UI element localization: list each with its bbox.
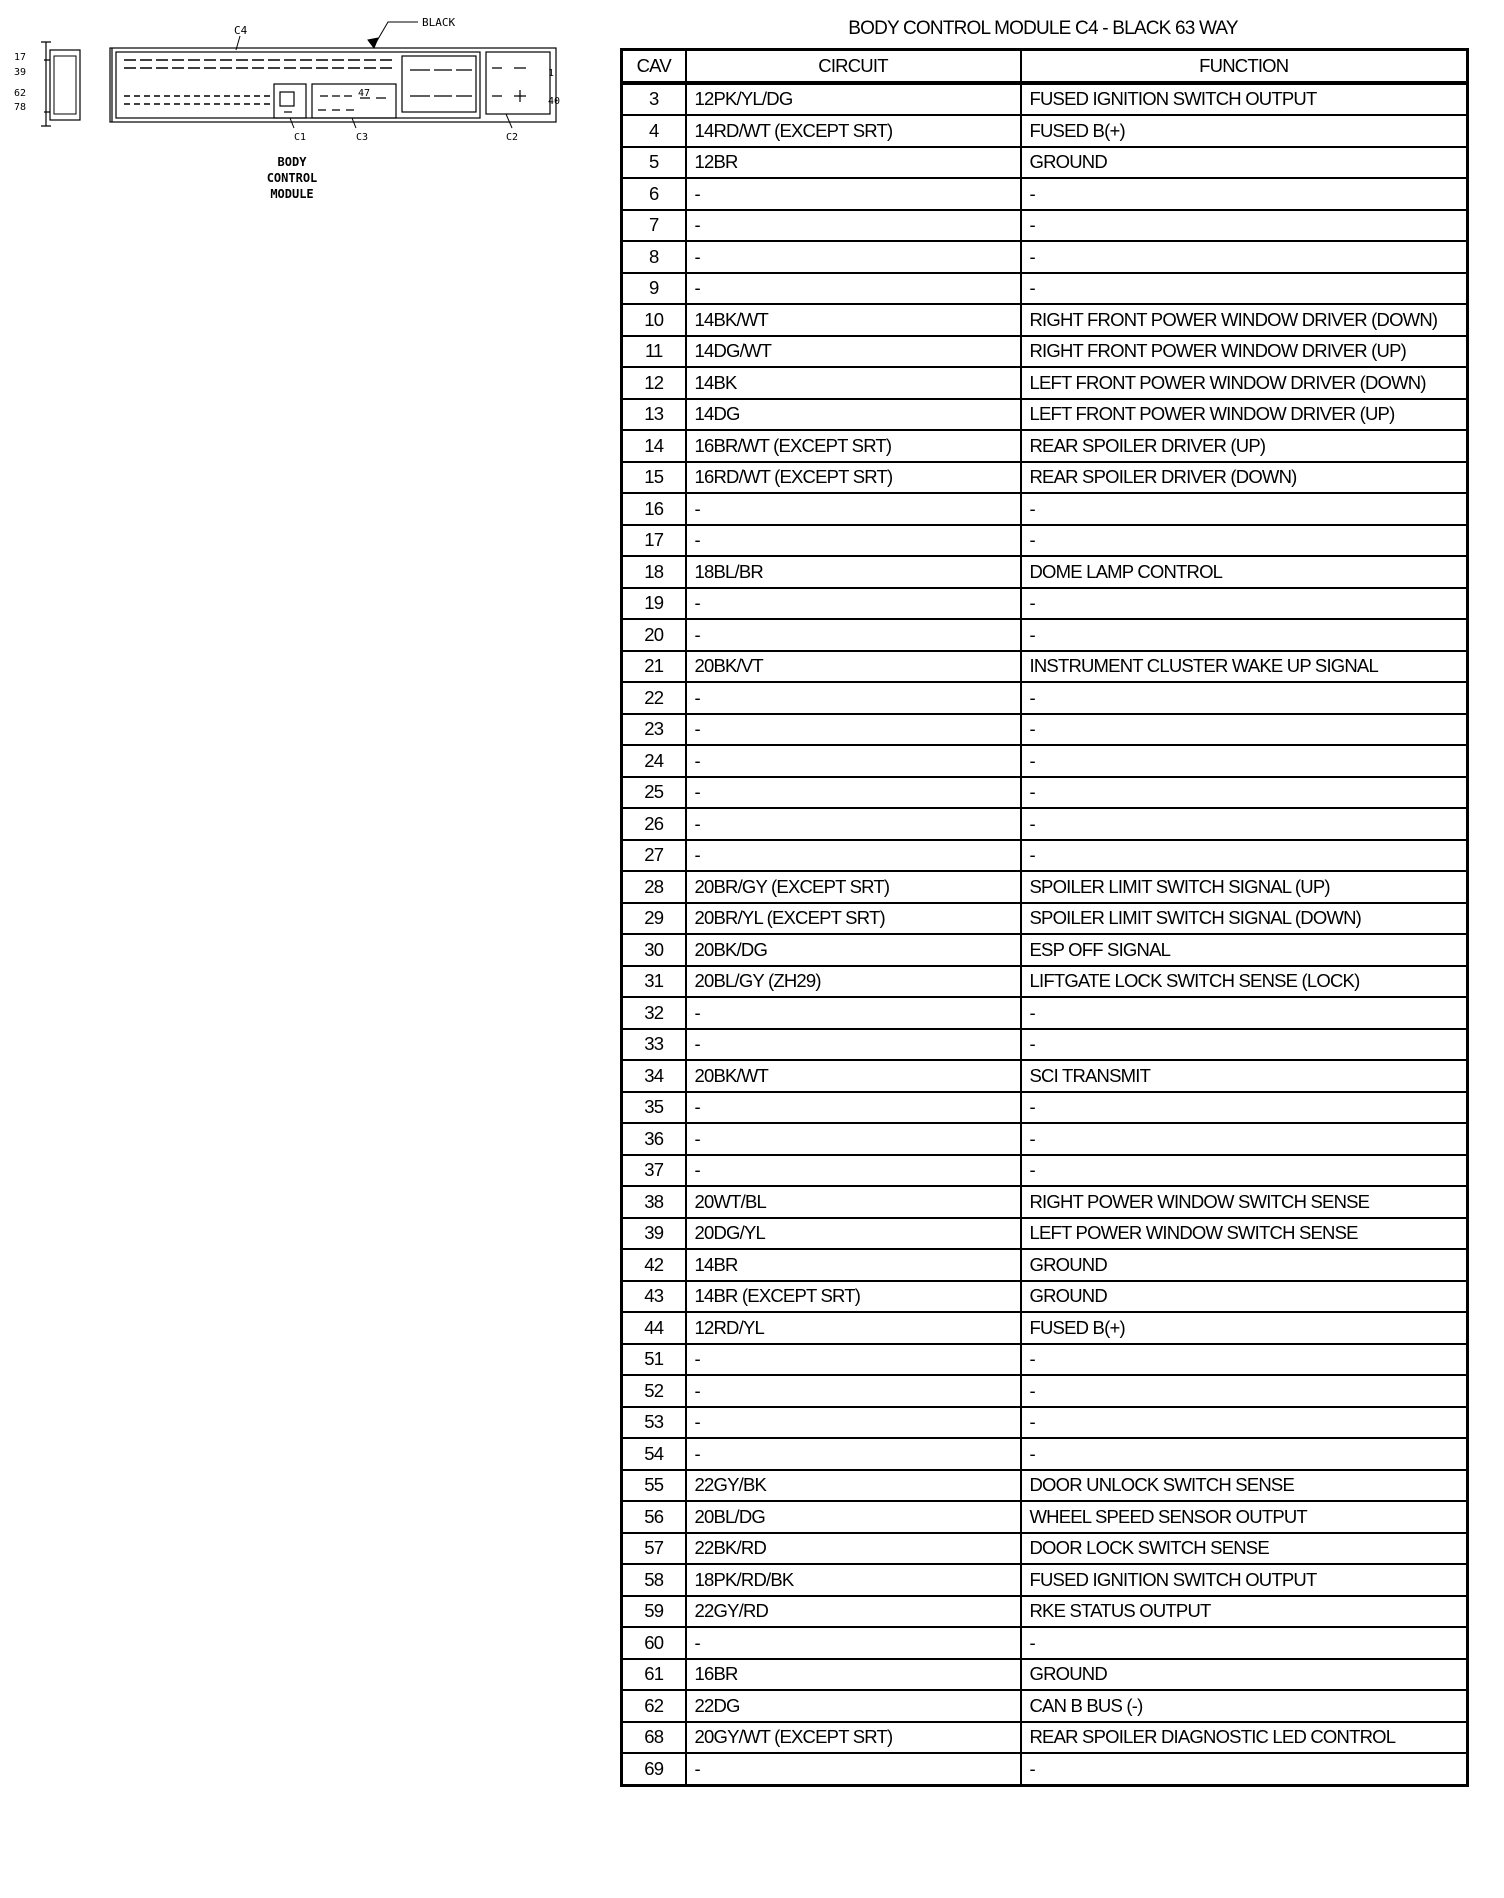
circuit-cell: 18BL/BR <box>686 556 1021 588</box>
cav-cell: 42 <box>622 1249 686 1281</box>
circuit-cell: - <box>686 714 1021 746</box>
function-cell: LIFTGATE LOCK SWITCH SENSE (LOCK) <box>1021 966 1468 998</box>
cav-cell: 56 <box>622 1501 686 1533</box>
table-row <box>622 1564 1468 1596</box>
cav-cell: 7 <box>622 210 686 242</box>
circuit-cell: 14DG/WT <box>686 336 1021 368</box>
function-cell: RIGHT FRONT POWER WINDOW DRIVER (DOWN) <box>1021 304 1468 336</box>
function-cell: GROUND <box>1021 1249 1468 1281</box>
function-cell: FUSED IGNITION SWITCH OUTPUT <box>1021 83 1468 116</box>
circuit-cell: - <box>686 1344 1021 1376</box>
circuit-cell: - <box>686 808 1021 840</box>
function-cell: - <box>1021 525 1468 557</box>
table-row <box>622 1438 1468 1470</box>
table-row <box>622 1501 1468 1533</box>
cav-cell: 11 <box>622 336 686 368</box>
function-cell: - <box>1021 1753 1468 1785</box>
label-black: BLACK <box>422 16 456 29</box>
cav-cell: 22 <box>622 682 686 714</box>
cav-cell: 55 <box>622 1470 686 1502</box>
c4-lower-pin-row <box>124 96 270 104</box>
function-cell: - <box>1021 1627 1468 1659</box>
cav-cell: 20 <box>622 619 686 651</box>
circuit-cell: 20BK/DG <box>686 934 1021 966</box>
pinout-table <box>620 48 1469 1787</box>
circuit-cell: 20WT/BL <box>686 1186 1021 1218</box>
cav-cell: 57 <box>622 1533 686 1565</box>
cav-cell: 54 <box>622 1438 686 1470</box>
circuit-cell: - <box>686 1123 1021 1155</box>
circuit-cell: 20BR/YL (EXCEPT SRT) <box>686 903 1021 935</box>
function-cell: GROUND <box>1021 1659 1468 1691</box>
cav-cell: 16 <box>622 493 686 525</box>
label-c1: C1 <box>294 132 307 143</box>
circuit-cell: - <box>686 745 1021 777</box>
table-row <box>622 1155 1468 1187</box>
circuit-cell: - <box>686 619 1021 651</box>
cav-cell: 53 <box>622 1407 686 1439</box>
function-cell: SCI TRANSMIT <box>1021 1060 1468 1092</box>
table-row <box>622 1596 1468 1628</box>
cav-cell: 15 <box>622 462 686 494</box>
table-row <box>622 493 1468 525</box>
circuit-cell: 14BK <box>686 367 1021 399</box>
cav-cell: 39 <box>622 1218 686 1250</box>
circuit-cell: 20BL/GY (ZH29) <box>686 966 1021 998</box>
cav-cell: 69 <box>622 1753 686 1785</box>
cav-cell: 52 <box>622 1375 686 1407</box>
table-row <box>622 871 1468 903</box>
cav-cell: 8 <box>622 241 686 273</box>
function-cell: - <box>1021 210 1468 242</box>
table-row <box>622 462 1468 494</box>
function-cell: RKE STATUS OUTPUT <box>1021 1596 1468 1628</box>
circuit-cell: - <box>686 525 1021 557</box>
c2-connector <box>486 52 550 114</box>
pin-label-40: 40 <box>548 96 561 107</box>
table-row <box>622 178 1468 210</box>
pin-label-39: 39 <box>14 67 27 78</box>
table-row <box>622 588 1468 620</box>
function-cell: - <box>1021 745 1468 777</box>
circuit-cell: - <box>686 241 1021 273</box>
pin-label-78: 78 <box>14 102 27 113</box>
table-body <box>622 83 1468 1786</box>
table-row <box>622 1029 1468 1061</box>
function-cell: - <box>1021 1092 1468 1124</box>
function-cell: - <box>1021 178 1468 210</box>
function-cell: DOME LAMP CONTROL <box>1021 556 1468 588</box>
table-row <box>622 619 1468 651</box>
black-leader <box>374 22 418 46</box>
cav-cell: 43 <box>622 1281 686 1313</box>
table-row <box>622 1722 1468 1754</box>
table-row <box>622 651 1468 683</box>
cav-cell: 59 <box>622 1596 686 1628</box>
table-row <box>622 336 1468 368</box>
function-cell: - <box>1021 241 1468 273</box>
table-row <box>622 556 1468 588</box>
function-cell: - <box>1021 1438 1468 1470</box>
table-row <box>622 1344 1468 1376</box>
header-row <box>622 50 1468 83</box>
circuit-cell: - <box>686 273 1021 305</box>
table-row <box>622 997 1468 1029</box>
cav-cell: 38 <box>622 1186 686 1218</box>
function-cell: - <box>1021 1344 1468 1376</box>
cav-cell: 21 <box>622 651 686 683</box>
function-cell: ESP OFF SIGNAL <box>1021 934 1468 966</box>
label-c4: C4 <box>234 24 248 37</box>
cav-cell: 58 <box>622 1564 686 1596</box>
circuit-cell: - <box>686 1753 1021 1785</box>
circuit-cell: 22GY/BK <box>686 1470 1021 1502</box>
table-row <box>622 966 1468 998</box>
function-cell: DOOR LOCK SWITCH SENSE <box>1021 1533 1468 1565</box>
cav-cell: 33 <box>622 1029 686 1061</box>
module-label-line2: CONTROL <box>266 171 318 185</box>
circuit-cell: 16RD/WT (EXCEPT SRT) <box>686 462 1021 494</box>
label-c3: C3 <box>356 132 369 143</box>
function-cell: - <box>1021 808 1468 840</box>
circuit-cell: - <box>686 493 1021 525</box>
table-row <box>622 399 1468 431</box>
cav-cell: 35 <box>622 1092 686 1124</box>
cav-cell: 3 <box>622 83 686 116</box>
circuit-cell: - <box>686 1155 1021 1187</box>
function-cell: LEFT FRONT POWER WINDOW DRIVER (DOWN) <box>1021 367 1468 399</box>
function-cell: INSTRUMENT CLUSTER WAKE UP SIGNAL <box>1021 651 1468 683</box>
circuit-cell: 14BK/WT <box>686 304 1021 336</box>
table-row <box>622 1659 1468 1691</box>
cav-cell: 27 <box>622 840 686 872</box>
circuit-cell: - <box>686 1407 1021 1439</box>
table-row <box>622 1186 1468 1218</box>
table-row <box>622 367 1468 399</box>
c4-upper-pin-row <box>124 60 392 68</box>
pin-label-47: 47 <box>358 88 371 99</box>
circuit-cell: 22BK/RD <box>686 1533 1021 1565</box>
function-cell: FUSED B(+) <box>1021 1312 1468 1344</box>
function-cell: WHEEL SPEED SENSOR OUTPUT <box>1021 1501 1468 1533</box>
label-c2: C2 <box>506 132 519 143</box>
circuit-cell: - <box>686 178 1021 210</box>
function-cell: - <box>1021 1407 1468 1439</box>
cav-cell: 29 <box>622 903 686 935</box>
function-cell: SPOILER LIMIT SWITCH SIGNAL (DOWN) <box>1021 903 1468 935</box>
function-cell: RIGHT POWER WINDOW SWITCH SENSE <box>1021 1186 1468 1218</box>
c4-connector-shell <box>116 52 480 118</box>
table-row <box>622 1312 1468 1344</box>
circuit-cell: 20DG/YL <box>686 1218 1021 1250</box>
cav-cell: 17 <box>622 525 686 557</box>
pin-label-17: 17 <box>14 52 27 63</box>
c3-connector <box>312 84 396 118</box>
table-row <box>622 1375 1468 1407</box>
cav-cell: 36 <box>622 1123 686 1155</box>
cav-cell: 5 <box>622 147 686 179</box>
circuit-cell: - <box>686 682 1021 714</box>
table-row <box>622 745 1468 777</box>
function-cell: GROUND <box>1021 1281 1468 1313</box>
cav-cell: 14 <box>622 430 686 462</box>
circuit-cell: 22DG <box>686 1690 1021 1722</box>
left-latch-inner <box>54 56 76 114</box>
circuit-cell: - <box>686 1029 1021 1061</box>
module-body <box>110 48 556 122</box>
table-row <box>622 682 1468 714</box>
circuit-cell: - <box>686 210 1021 242</box>
function-cell: REAR SPOILER DIAGNOSTIC LED CONTROL <box>1021 1722 1468 1754</box>
cav-cell: 4 <box>622 115 686 147</box>
function-cell: SPOILER LIMIT SWITCH SIGNAL (UP) <box>1021 871 1468 903</box>
circuit-cell: - <box>686 777 1021 809</box>
cav-cell: 30 <box>622 934 686 966</box>
function-cell: - <box>1021 493 1468 525</box>
circuit-cell: 12BR <box>686 147 1021 179</box>
function-cell: - <box>1021 588 1468 620</box>
function-cell: - <box>1021 273 1468 305</box>
black-arrow <box>368 38 378 48</box>
header-function: FUNCTION <box>1021 50 1468 83</box>
function-cell: REAR SPOILER DRIVER (UP) <box>1021 430 1468 462</box>
table-row <box>622 1249 1468 1281</box>
pin-label-1: 1 <box>548 68 555 79</box>
function-cell: - <box>1021 1123 1468 1155</box>
module-label-line1: BODY <box>277 155 307 169</box>
cav-cell: 68 <box>622 1722 686 1754</box>
circuit-cell: - <box>686 1375 1021 1407</box>
table-row <box>622 777 1468 809</box>
pin-label-62: 62 <box>14 88 27 99</box>
header-circuit: CIRCUIT <box>686 50 1021 83</box>
circuit-cell: - <box>686 1438 1021 1470</box>
cav-cell: 13 <box>622 399 686 431</box>
module-label-line3: MODULE <box>270 187 314 201</box>
cav-cell: 32 <box>622 997 686 1029</box>
function-cell: LEFT FRONT POWER WINDOW DRIVER (UP) <box>1021 399 1468 431</box>
circuit-cell: 14BR <box>686 1249 1021 1281</box>
cav-cell: 44 <box>622 1312 686 1344</box>
table-row <box>622 1281 1468 1313</box>
table-row <box>622 1092 1468 1124</box>
function-cell: - <box>1021 1029 1468 1061</box>
plus-symbol <box>492 90 526 102</box>
function-cell: REAR SPOILER DRIVER (DOWN) <box>1021 462 1468 494</box>
table-row <box>622 1690 1468 1722</box>
table-row <box>622 1060 1468 1092</box>
circuit-cell: 14RD/WT (EXCEPT SRT) <box>686 115 1021 147</box>
cav-cell: 10 <box>622 304 686 336</box>
circuit-cell: 14BR (EXCEPT SRT) <box>686 1281 1021 1313</box>
table-row <box>622 1218 1468 1250</box>
table-row <box>622 1533 1468 1565</box>
table-row <box>622 903 1468 935</box>
cav-cell: 9 <box>622 273 686 305</box>
function-cell: FUSED B(+) <box>1021 115 1468 147</box>
table-row <box>622 840 1468 872</box>
table-row <box>622 115 1468 147</box>
table-row <box>622 525 1468 557</box>
circuit-cell: 18PK/RD/BK <box>686 1564 1021 1596</box>
table-row <box>622 1470 1468 1502</box>
circuit-cell: 20BL/DG <box>686 1501 1021 1533</box>
table-row <box>622 304 1468 336</box>
function-cell: LEFT POWER WINDOW SWITCH SENSE <box>1021 1218 1468 1250</box>
table-row <box>622 430 1468 462</box>
function-cell: - <box>1021 1155 1468 1187</box>
cav-cell: 19 <box>622 588 686 620</box>
circuit-cell: 22GY/RD <box>686 1596 1021 1628</box>
connector-diagram <box>0 0 580 220</box>
function-cell: RIGHT FRONT POWER WINDOW DRIVER (UP) <box>1021 336 1468 368</box>
function-cell: DOOR UNLOCK SWITCH SENSE <box>1021 1470 1468 1502</box>
circuit-cell: 20BR/GY (EXCEPT SRT) <box>686 871 1021 903</box>
function-cell: - <box>1021 997 1468 1029</box>
circuit-cell: 16BR <box>686 1659 1021 1691</box>
circuit-cell: 12RD/YL <box>686 1312 1021 1344</box>
table-row <box>622 1753 1468 1785</box>
cav-cell: 34 <box>622 1060 686 1092</box>
cav-cell: 62 <box>622 1690 686 1722</box>
table-row <box>622 934 1468 966</box>
cav-cell: 61 <box>622 1659 686 1691</box>
table-row <box>622 210 1468 242</box>
circuit-cell: - <box>686 997 1021 1029</box>
cav-cell: 37 <box>622 1155 686 1187</box>
cav-cell: 18 <box>622 556 686 588</box>
cav-cell: 60 <box>622 1627 686 1659</box>
function-cell: - <box>1021 619 1468 651</box>
circuit-cell: 12PK/YL/DG <box>686 83 1021 116</box>
table-header <box>622 50 1468 83</box>
table-title: BODY CONTROL MODULE C4 - BLACK 63 WAY <box>848 18 1238 39</box>
table-row <box>622 147 1468 179</box>
cav-cell: 28 <box>622 871 686 903</box>
cav-cell: 24 <box>622 745 686 777</box>
circuit-cell: 14DG <box>686 399 1021 431</box>
circuit-cell: 20BK/VT <box>686 651 1021 683</box>
circuit-cell: 20GY/WT (EXCEPT SRT) <box>686 1722 1021 1754</box>
table-row <box>622 241 1468 273</box>
circuit-cell: - <box>686 1627 1021 1659</box>
table-row <box>622 83 1468 116</box>
circuit-cell: - <box>686 588 1021 620</box>
cav-cell: 12 <box>622 367 686 399</box>
table-row <box>622 1407 1468 1439</box>
cav-cell: 31 <box>622 966 686 998</box>
function-cell: - <box>1021 1375 1468 1407</box>
header-cav: CAV <box>622 50 686 83</box>
circuit-cell: 20BK/WT <box>686 1060 1021 1092</box>
c1-connector <box>274 84 306 118</box>
circuit-cell: 16BR/WT (EXCEPT SRT) <box>686 430 1021 462</box>
function-cell: - <box>1021 714 1468 746</box>
circuit-cell: - <box>686 1092 1021 1124</box>
cav-cell: 26 <box>622 808 686 840</box>
cav-cell: 6 <box>622 178 686 210</box>
table-row <box>622 273 1468 305</box>
function-cell: - <box>1021 682 1468 714</box>
function-cell: GROUND <box>1021 147 1468 179</box>
table-row <box>622 714 1468 746</box>
cav-cell: 23 <box>622 714 686 746</box>
circuit-cell: - <box>686 840 1021 872</box>
table-row <box>622 1627 1468 1659</box>
function-cell: - <box>1021 777 1468 809</box>
function-cell: - <box>1021 840 1468 872</box>
table-row <box>622 1123 1468 1155</box>
function-cell: CAN B BUS (-) <box>1021 1690 1468 1722</box>
cav-cell: 25 <box>622 777 686 809</box>
table-row <box>622 808 1468 840</box>
cav-cell: 51 <box>622 1344 686 1376</box>
function-cell: FUSED IGNITION SWITCH OUTPUT <box>1021 1564 1468 1596</box>
